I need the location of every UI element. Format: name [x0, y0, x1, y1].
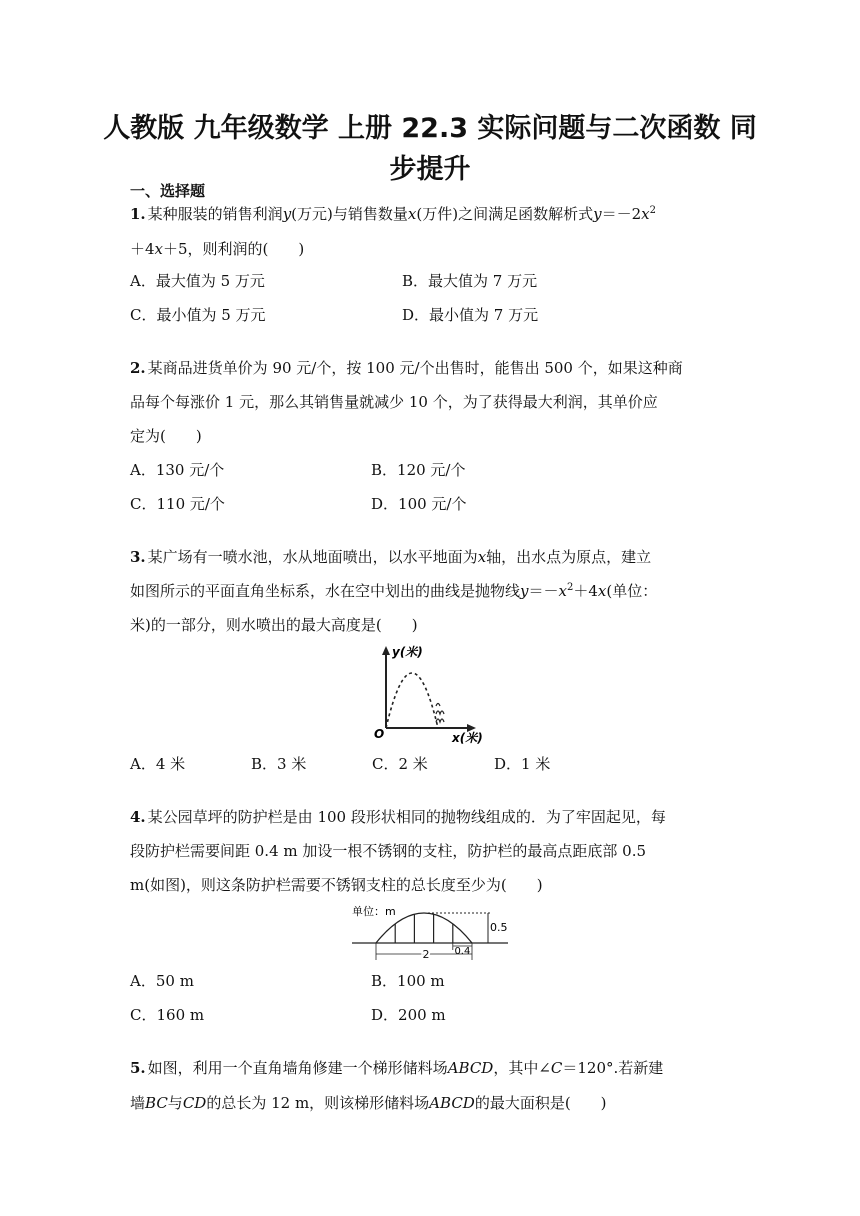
- q3-option-b[interactable]: B．3 米: [251, 755, 307, 773]
- var: x: [558, 582, 567, 600]
- text: ＝－2: [601, 205, 642, 223]
- question-3-line-1: [130, 546, 651, 567]
- question-number: 1.: [130, 205, 146, 223]
- q1-option-c[interactable]: C．最小值为 5 万元: [130, 306, 266, 324]
- text: 某公园草坪的防护栏是由 100 段形状相同的抛物线组成的．为了牢固起见，每: [147, 808, 666, 826]
- fountain-figure: [370, 642, 490, 746]
- question-2-line-1: [130, 357, 683, 378]
- q4-option-a[interactable]: A．50 m: [130, 972, 194, 990]
- y-axis-label: y(米): [392, 645, 423, 659]
- text: (万元)与销售数量: [291, 205, 408, 223]
- question-1-line-2: [130, 238, 304, 259]
- text: ＋4: [573, 582, 598, 600]
- page-title: 人教版 九年级数学 上册 22.3 实际问题与二次函数 同步提升: [103, 113, 757, 185]
- q3-option-d[interactable]: D．1 米: [494, 755, 551, 773]
- text: 的总长为 12 m，则该梯形储料场: [206, 1094, 430, 1112]
- question-number: 2.: [130, 359, 146, 377]
- question-5-line-2: [130, 1092, 607, 1113]
- water-parabola: [386, 673, 438, 728]
- var: y: [520, 582, 529, 600]
- text: ＝120°.若新建: [562, 1059, 664, 1077]
- origin-label: O: [374, 727, 385, 741]
- var: x: [154, 240, 164, 258]
- var: C: [550, 1059, 563, 1077]
- var: CD: [182, 1094, 207, 1112]
- text: 墙: [130, 1094, 146, 1112]
- q4-option-d[interactable]: D．200 m: [371, 1006, 446, 1024]
- fence-figure: [348, 902, 518, 964]
- q4-option-c[interactable]: C．160 m: [130, 1006, 205, 1024]
- var: x: [477, 548, 487, 566]
- text: 轴，出水点为原点，建立: [486, 548, 652, 566]
- y-axis-arrow: [382, 646, 390, 655]
- section-heading: 一、选择题: [130, 182, 206, 200]
- q4-option-b[interactable]: B．100 m: [371, 972, 445, 990]
- text: 与: [167, 1094, 183, 1112]
- text: 如图所示的平面直角坐标系，水在空中划出的曲线是抛物线: [130, 582, 521, 600]
- var: ABCD: [447, 1059, 494, 1077]
- text: 的最大面积是( ): [474, 1094, 607, 1112]
- var: x: [597, 582, 607, 600]
- q3-option-a[interactable]: A．4 米: [130, 755, 186, 773]
- q1-option-d[interactable]: D．最小值为 7 万元: [402, 306, 539, 324]
- question-1-line-1: [130, 203, 656, 224]
- gap-label: 0.4: [454, 946, 471, 957]
- question-4-line-3: m(如图)，则这条防护栏需要不锈钢支柱的总长度至少为( ): [130, 876, 543, 894]
- question-3-line-2: [130, 580, 657, 601]
- q1-option-a[interactable]: A．最大值为 5 万元: [130, 272, 265, 290]
- question-4-line-2: 段防护栏需要间距 0.4 m 加设一根不锈钢的支柱，防护栏的最高点距底部 0.5: [130, 842, 647, 860]
- height-label: 0.5: [490, 921, 508, 934]
- q2-option-d[interactable]: D．100 元/个: [371, 495, 467, 513]
- exponent: 2: [649, 205, 656, 216]
- text: (单位：: [606, 582, 658, 600]
- q2-option-b[interactable]: B．120 元/个: [371, 461, 466, 479]
- x-axis-label: x(米): [452, 731, 483, 745]
- text: ＋4: [130, 240, 155, 258]
- question-5-line-1: [130, 1057, 663, 1078]
- var: BC: [145, 1094, 168, 1112]
- text: ＋5，则利润的( ): [163, 240, 305, 258]
- question-2-line-2: 品每个每涨价 1 元，那么其销售量就减少 10 个，为了获得最大利润，其单价应: [130, 393, 658, 411]
- unit-label: 单位：m: [352, 905, 396, 918]
- question-3-line-3: 米)的一部分，则水喷出的最大高度是( ): [130, 616, 418, 634]
- text: (万件)之间满足函数解析式: [416, 205, 594, 223]
- question-number: 5.: [130, 1059, 146, 1077]
- question-number: 3.: [130, 548, 146, 566]
- question-4-line-1: [130, 806, 666, 827]
- q3-option-c[interactable]: C．2 米: [372, 755, 428, 773]
- q2-option-a[interactable]: A．130 元/个: [130, 461, 225, 479]
- var: ABCD: [429, 1094, 475, 1112]
- text: 如图，利用一个直角墙角修建一个梯形储料场: [147, 1059, 448, 1077]
- splash-icon: [436, 704, 444, 723]
- text: 某广场有一喷水池，水从地面喷出，以水平地面为: [147, 548, 478, 566]
- text: ＝－: [528, 582, 559, 600]
- q1-option-b[interactable]: B．最大值为 7 万元: [402, 272, 538, 290]
- var: x: [641, 205, 650, 223]
- exponent: 2: [566, 582, 574, 593]
- question-2-line-3: 定为( ): [130, 427, 202, 445]
- var: x: [407, 205, 417, 223]
- q2-option-c[interactable]: C．110 元/个: [130, 495, 225, 513]
- text: 某种服装的销售利润: [147, 205, 283, 223]
- var: y: [593, 205, 602, 223]
- text: ，其中∠: [493, 1059, 551, 1077]
- question-number: 4.: [130, 808, 146, 826]
- text: 某商品进货单价为 90 元/个，按 100 元/个出售时，能售出 500 个，如果这种商: [147, 359, 683, 377]
- width-label: 2: [422, 948, 430, 961]
- var: y: [282, 205, 292, 223]
